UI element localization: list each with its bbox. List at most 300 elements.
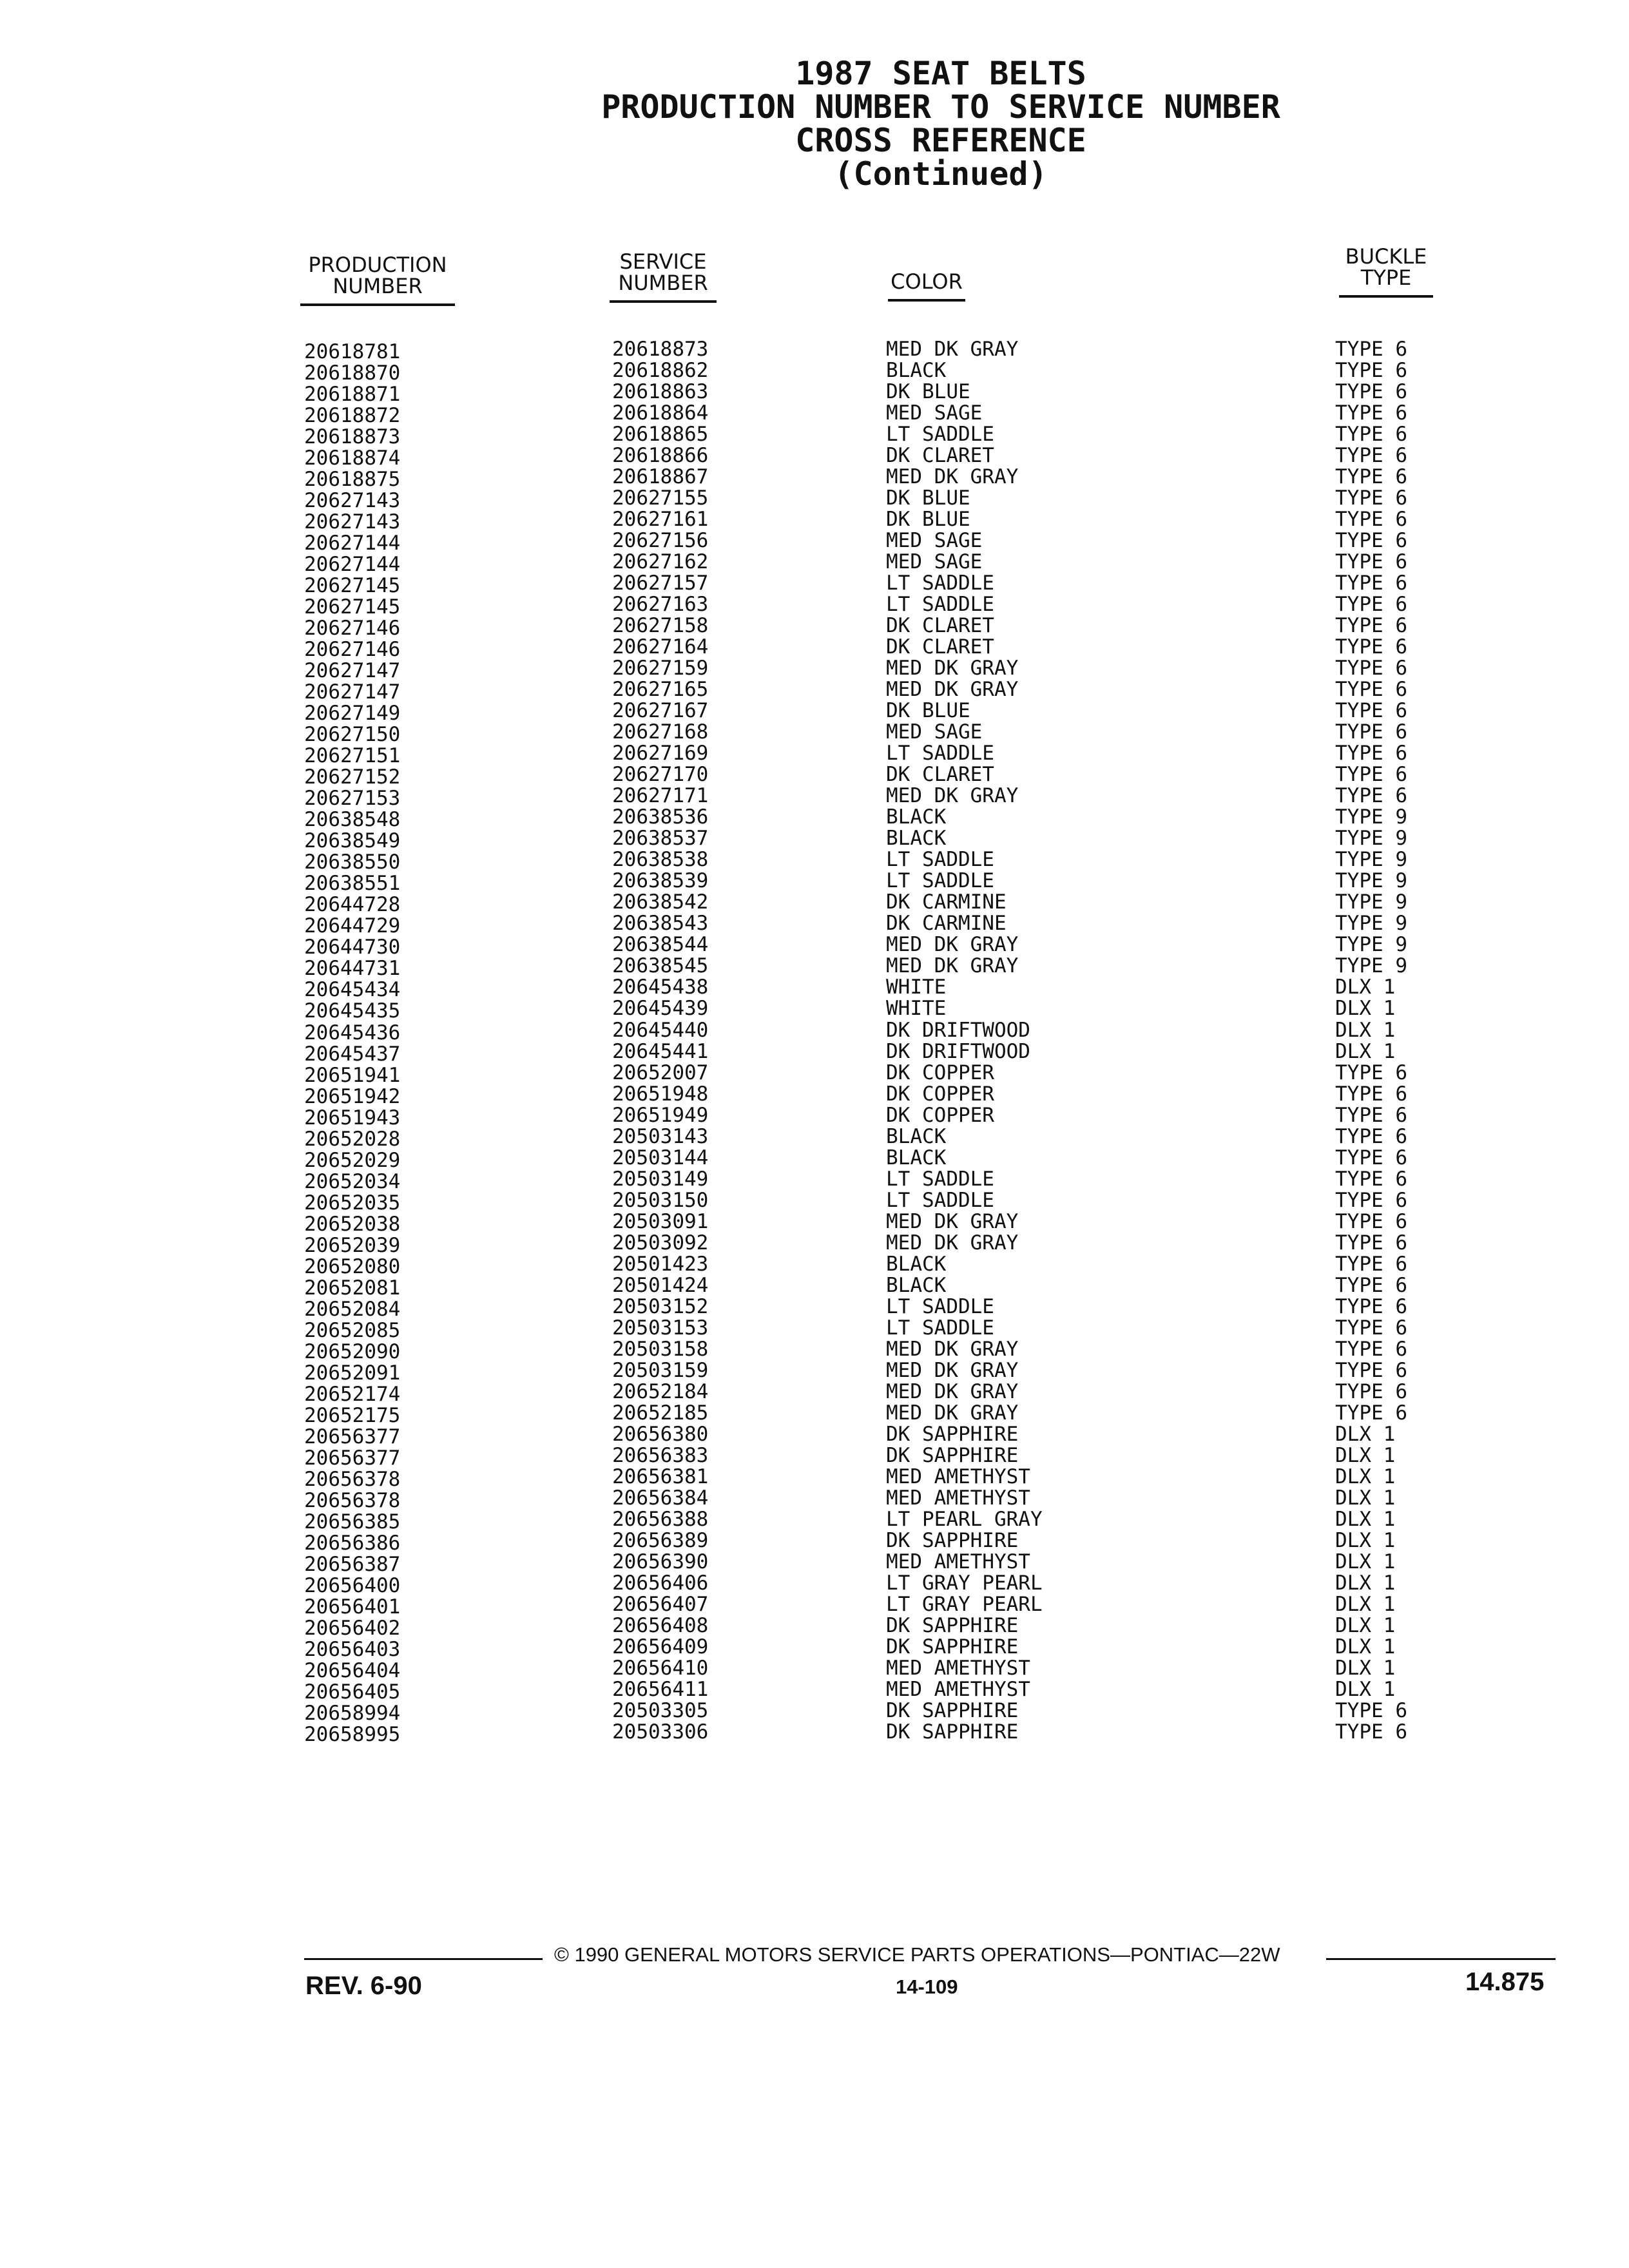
buckle-type-cell: TYPE 6 bbox=[1335, 1294, 1407, 1318]
table-row bbox=[0, 486, 1629, 513]
production-number-cell: 20618871 bbox=[304, 383, 401, 407]
service-number-cell: 20503092 bbox=[612, 1231, 709, 1254]
column-header-underline bbox=[888, 299, 965, 302]
service-number-cell: 20652007 bbox=[612, 1061, 709, 1084]
color-cell: MED SAGE bbox=[886, 529, 983, 553]
service-number-cell: 20652184 bbox=[612, 1379, 709, 1403]
production-number-cell: 20656387 bbox=[304, 1552, 401, 1576]
color-cell: BLACK bbox=[886, 1252, 947, 1276]
column-header-service-line-1: SERVICE bbox=[619, 249, 707, 274]
production-number-cell: 20652081 bbox=[304, 1276, 401, 1300]
production-number-cell: 20627147 bbox=[304, 659, 401, 683]
buckle-type-cell: TYPE 9 bbox=[1335, 954, 1407, 978]
title-line-4: (Continued) bbox=[834, 155, 1048, 193]
service-number-cell: 20503091 bbox=[612, 1209, 709, 1233]
production-number-cell: 20627153 bbox=[304, 787, 401, 811]
buckle-type-cell: DLX 1 bbox=[1335, 1486, 1396, 1510]
service-number-cell: 20618862 bbox=[612, 359, 709, 383]
service-number-cell: 20656381 bbox=[612, 1465, 709, 1488]
service-number-cell: 20618866 bbox=[612, 444, 709, 468]
buckle-type-cell: TYPE 9 bbox=[1335, 827, 1407, 850]
buckle-type-cell: TYPE 6 bbox=[1335, 444, 1407, 468]
table-row bbox=[0, 1613, 1629, 1640]
table-row bbox=[0, 1188, 1629, 1215]
table-row bbox=[0, 1422, 1629, 1448]
service-number-cell: 20501423 bbox=[612, 1252, 709, 1276]
color-cell: BLACK bbox=[886, 1124, 947, 1148]
table-row bbox=[0, 869, 1629, 896]
buckle-type-cell: TYPE 6 bbox=[1335, 486, 1407, 510]
production-number-cell: 20652175 bbox=[304, 1403, 401, 1427]
production-number-cell: 20652029 bbox=[304, 1148, 401, 1172]
service-number-cell: 20656383 bbox=[612, 1443, 709, 1467]
color-cell: DK BLUE bbox=[886, 699, 970, 723]
buckle-type-cell: TYPE 6 bbox=[1335, 1379, 1407, 1403]
color-cell: WHITE bbox=[886, 975, 947, 999]
color-cell: DK BLUE bbox=[886, 486, 970, 510]
color-cell: DK BLUE bbox=[886, 380, 970, 404]
service-number-cell: 20656390 bbox=[612, 1550, 709, 1573]
table-row bbox=[0, 657, 1629, 683]
color-cell: DK CLARET bbox=[886, 614, 994, 638]
service-number-cell: 20627164 bbox=[612, 635, 709, 659]
production-number-cell: 20656400 bbox=[304, 1573, 401, 1597]
buckle-type-cell: TYPE 6 bbox=[1335, 614, 1407, 638]
color-cell: DK COPPER bbox=[886, 1082, 994, 1106]
buckle-type-cell: TYPE 6 bbox=[1335, 572, 1407, 595]
service-number-cell: 20618865 bbox=[612, 423, 709, 447]
color-cell: MED DK GRAY bbox=[886, 1379, 1019, 1403]
service-number-cell: 20656406 bbox=[612, 1571, 709, 1595]
buckle-type-cell: DLX 1 bbox=[1335, 1656, 1396, 1680]
table-row bbox=[0, 890, 1629, 917]
column-header-color bbox=[888, 271, 965, 302]
buckle-type-cell: TYPE 6 bbox=[1335, 763, 1407, 787]
production-number-cell: 20627146 bbox=[304, 638, 401, 662]
service-number-cell: 20503153 bbox=[612, 1316, 709, 1340]
buckle-type-cell: TYPE 6 bbox=[1335, 1188, 1407, 1212]
buckle-type-cell: TYPE 6 bbox=[1335, 1061, 1407, 1084]
color-cell: DK CLARET bbox=[886, 763, 994, 787]
color-cell: BLACK bbox=[886, 1273, 947, 1297]
buckle-type-cell: DLX 1 bbox=[1335, 1677, 1396, 1701]
service-number-cell: 20645440 bbox=[612, 1018, 709, 1042]
buckle-type-cell: TYPE 9 bbox=[1335, 848, 1407, 872]
buckle-type-cell: TYPE 6 bbox=[1335, 784, 1407, 808]
buckle-type-cell: DLX 1 bbox=[1335, 1039, 1396, 1063]
service-number-cell: 20627171 bbox=[612, 784, 709, 808]
table-row bbox=[0, 933, 1629, 959]
service-number-cell: 20645441 bbox=[612, 1039, 709, 1063]
production-number-cell: 20652034 bbox=[304, 1169, 401, 1193]
service-number-cell: 20638542 bbox=[612, 890, 709, 914]
column-header-underline bbox=[610, 300, 717, 303]
color-cell: BLACK bbox=[886, 827, 947, 850]
color-cell: DK SAPPHIRE bbox=[886, 1422, 1019, 1446]
buckle-type-cell: TYPE 6 bbox=[1335, 593, 1407, 617]
production-number-cell: 20656377 bbox=[304, 1425, 401, 1448]
service-number-cell: 20503150 bbox=[612, 1188, 709, 1212]
production-number-cell: 20627147 bbox=[304, 680, 401, 704]
production-number-cell: 20627152 bbox=[304, 765, 401, 789]
production-number-cell: 20656385 bbox=[304, 1510, 401, 1533]
buckle-type-cell: TYPE 6 bbox=[1335, 1720, 1407, 1744]
buckle-type-cell: TYPE 6 bbox=[1335, 1103, 1407, 1127]
production-number-cell: 20627145 bbox=[304, 574, 401, 598]
color-cell: LT SADDLE bbox=[886, 869, 994, 893]
buckle-type-cell: TYPE 6 bbox=[1335, 550, 1407, 574]
buckle-type-cell: TYPE 6 bbox=[1335, 1358, 1407, 1382]
production-number-cell: 20627144 bbox=[304, 553, 401, 577]
table-row bbox=[0, 1316, 1629, 1342]
service-number-cell: 20503149 bbox=[612, 1167, 709, 1191]
service-number-cell: 20656389 bbox=[612, 1528, 709, 1552]
production-number-cell: 20656404 bbox=[304, 1658, 401, 1682]
table-row bbox=[0, 1358, 1629, 1385]
color-cell: WHITE bbox=[886, 997, 947, 1021]
table-row bbox=[0, 848, 1629, 874]
production-number-cell: 20618781 bbox=[304, 340, 401, 363]
production-number-cell: 20644731 bbox=[304, 957, 401, 981]
table-row bbox=[0, 805, 1629, 832]
table-row bbox=[0, 1656, 1629, 1682]
color-cell: LT SADDLE bbox=[886, 1294, 994, 1318]
production-number-cell: 20656378 bbox=[304, 1467, 401, 1491]
service-number-cell: 20501424 bbox=[612, 1273, 709, 1297]
production-number-cell: 20656378 bbox=[304, 1488, 401, 1512]
color-cell: MED AMETHYST bbox=[886, 1550, 1030, 1573]
buckle-type-cell: DLX 1 bbox=[1335, 1507, 1396, 1531]
production-number-cell: 20652028 bbox=[304, 1127, 401, 1151]
buckle-type-cell: TYPE 6 bbox=[1335, 1316, 1407, 1340]
table-row bbox=[0, 1635, 1629, 1661]
table-row bbox=[0, 635, 1629, 662]
table-row bbox=[0, 614, 1629, 640]
buckle-type-cell: DLX 1 bbox=[1335, 1592, 1396, 1616]
service-number-cell: 20638536 bbox=[612, 805, 709, 829]
color-cell: DK CARMINE bbox=[886, 912, 1007, 936]
buckle-type-cell: TYPE 9 bbox=[1335, 890, 1407, 914]
buckle-type-cell: DLX 1 bbox=[1335, 1613, 1396, 1637]
service-number-cell: 20656384 bbox=[612, 1486, 709, 1510]
color-cell: DK SAPPHIRE bbox=[886, 1528, 1019, 1552]
color-cell: LT SADDLE bbox=[886, 572, 994, 595]
buckle-type-cell: TYPE 6 bbox=[1335, 1273, 1407, 1297]
table-row bbox=[0, 720, 1629, 747]
table-row bbox=[0, 784, 1629, 811]
production-number-cell: 20656402 bbox=[304, 1616, 401, 1640]
color-cell: DK BLUE bbox=[886, 508, 970, 532]
table-row bbox=[0, 1699, 1629, 1725]
table-row bbox=[0, 1379, 1629, 1406]
buckle-type-cell: TYPE 6 bbox=[1335, 401, 1407, 425]
buckle-type-cell: DLX 1 bbox=[1335, 1443, 1396, 1467]
production-number-cell: 20652038 bbox=[304, 1212, 401, 1236]
service-number-cell: 20503305 bbox=[612, 1699, 709, 1722]
buckle-type-cell: TYPE 6 bbox=[1335, 720, 1407, 744]
buckle-type-cell: TYPE 6 bbox=[1335, 338, 1407, 361]
color-cell: DK SAPPHIRE bbox=[886, 1613, 1019, 1637]
service-number-cell: 20627161 bbox=[612, 508, 709, 532]
buckle-type-cell: TYPE 6 bbox=[1335, 529, 1407, 553]
service-number-cell: 20638545 bbox=[612, 954, 709, 978]
color-cell: MED AMETHYST bbox=[886, 1677, 1030, 1701]
column-header-color-line-1: COLOR bbox=[891, 269, 963, 294]
production-number-cell: 20638550 bbox=[304, 850, 401, 874]
color-cell: DK SAPPHIRE bbox=[886, 1443, 1019, 1467]
table-row bbox=[0, 699, 1629, 726]
service-number-cell: 20503306 bbox=[612, 1720, 709, 1744]
footer-copyright: © 1990 GENERAL MOTORS SERVICE PARTS OPERATIONS—PONTIAC—22W bbox=[554, 1943, 1280, 1966]
table-row bbox=[0, 380, 1629, 407]
table-row bbox=[0, 1209, 1629, 1236]
color-cell: MED DK GRAY bbox=[886, 1337, 1019, 1361]
color-cell: LT SADDLE bbox=[886, 1167, 994, 1191]
table-row bbox=[0, 1592, 1629, 1619]
production-number-cell: 20644730 bbox=[304, 936, 401, 959]
column-header-buckle bbox=[1339, 246, 1433, 298]
color-cell: LT GRAY PEARL bbox=[886, 1571, 1043, 1595]
production-number-cell: 20652085 bbox=[304, 1318, 401, 1342]
production-number-cell: 20638548 bbox=[304, 808, 401, 832]
buckle-type-cell: TYPE 6 bbox=[1335, 742, 1407, 765]
footer-page-number: 14-109 bbox=[896, 1975, 958, 1998]
service-number-cell: 20627163 bbox=[612, 593, 709, 617]
production-number-cell: 20627146 bbox=[304, 617, 401, 640]
buckle-type-cell: DLX 1 bbox=[1335, 1465, 1396, 1488]
production-number-cell: 20618872 bbox=[304, 404, 401, 428]
buckle-type-cell: TYPE 6 bbox=[1335, 1699, 1407, 1722]
table-row bbox=[0, 1103, 1629, 1129]
buckle-type-cell: TYPE 6 bbox=[1335, 699, 1407, 723]
table-row bbox=[0, 1337, 1629, 1363]
production-number-cell: 20651941 bbox=[304, 1063, 401, 1087]
table-row bbox=[0, 550, 1629, 577]
color-cell: DK SAPPHIRE bbox=[886, 1635, 1019, 1658]
production-number-cell: 20656403 bbox=[304, 1637, 401, 1661]
service-number-cell: 20503159 bbox=[612, 1358, 709, 1382]
footer-revision: REV. 6-90 bbox=[305, 1972, 422, 2000]
service-number-cell: 20627155 bbox=[612, 486, 709, 510]
production-number-cell: 20638551 bbox=[304, 872, 401, 896]
buckle-type-cell: TYPE 6 bbox=[1335, 1124, 1407, 1148]
color-cell: MED DK GRAY bbox=[886, 678, 1019, 702]
color-cell: MED DK GRAY bbox=[886, 954, 1019, 978]
color-cell: MED DK GRAY bbox=[886, 1358, 1019, 1382]
production-number-cell: 20618870 bbox=[304, 361, 401, 385]
buckle-type-cell: TYPE 6 bbox=[1335, 1252, 1407, 1276]
production-number-cell: 20627151 bbox=[304, 744, 401, 768]
buckle-type-cell: TYPE 6 bbox=[1335, 359, 1407, 383]
service-number-cell: 20503143 bbox=[612, 1124, 709, 1148]
production-number-cell: 20638549 bbox=[304, 829, 401, 853]
color-cell: DK COPPER bbox=[886, 1061, 994, 1084]
color-cell: MED DK GRAY bbox=[886, 933, 1019, 957]
color-cell: LT SADDLE bbox=[886, 593, 994, 617]
color-cell: MED SAGE bbox=[886, 401, 983, 425]
color-cell: LT SADDLE bbox=[886, 742, 994, 765]
color-cell: LT SADDLE bbox=[886, 848, 994, 872]
color-cell: MED DK GRAY bbox=[886, 657, 1019, 680]
table-row bbox=[0, 1465, 1629, 1491]
column-header-underline bbox=[300, 303, 455, 306]
color-cell: DK CLARET bbox=[886, 444, 994, 468]
table-row bbox=[0, 444, 1629, 470]
footer-rule-right bbox=[1326, 1958, 1556, 1960]
buckle-type-cell: TYPE 6 bbox=[1335, 1167, 1407, 1191]
color-cell: LT PEARL GRAY bbox=[886, 1507, 1043, 1531]
service-number-cell: 20638543 bbox=[612, 912, 709, 936]
service-number-cell: 20618864 bbox=[612, 401, 709, 425]
production-number-cell: 20651942 bbox=[304, 1084, 401, 1108]
table-row bbox=[0, 1231, 1629, 1257]
table-row bbox=[0, 1273, 1629, 1300]
buckle-type-cell: TYPE 6 bbox=[1335, 1082, 1407, 1106]
service-number-cell: 20627169 bbox=[612, 742, 709, 765]
buckle-type-cell: DLX 1 bbox=[1335, 1571, 1396, 1595]
color-cell: MED DK GRAY bbox=[886, 1401, 1019, 1425]
table-row bbox=[0, 1039, 1629, 1066]
production-number-cell: 20652080 bbox=[304, 1254, 401, 1278]
column-header-service-line-2: NUMBER bbox=[618, 271, 708, 295]
table-row bbox=[0, 827, 1629, 853]
table-row bbox=[0, 1167, 1629, 1193]
title-line-1: 1987 SEAT BELTS bbox=[795, 55, 1086, 92]
buckle-type-cell: TYPE 9 bbox=[1335, 805, 1407, 829]
color-cell: BLACK bbox=[886, 1146, 947, 1169]
buckle-type-cell: TYPE 6 bbox=[1335, 1209, 1407, 1233]
table-row bbox=[0, 1124, 1629, 1151]
table-row bbox=[0, 593, 1629, 619]
production-number-cell: 20652091 bbox=[304, 1361, 401, 1385]
buckle-type-cell: DLX 1 bbox=[1335, 1528, 1396, 1552]
table-row bbox=[0, 1252, 1629, 1278]
color-cell: DK SAPPHIRE bbox=[886, 1720, 1019, 1744]
service-number-cell: 20645439 bbox=[612, 997, 709, 1021]
buckle-type-cell: TYPE 6 bbox=[1335, 1231, 1407, 1254]
table-row bbox=[0, 572, 1629, 598]
footer-rule-left bbox=[304, 1958, 543, 1960]
table-row bbox=[0, 1720, 1629, 1747]
service-number-cell: 20627157 bbox=[612, 572, 709, 595]
buckle-type-cell: TYPE 9 bbox=[1335, 869, 1407, 893]
color-cell: MED DK GRAY bbox=[886, 1209, 1019, 1233]
production-number-cell: 20627145 bbox=[304, 595, 401, 619]
production-number-cell: 20652090 bbox=[304, 1340, 401, 1363]
service-number-cell: 20618873 bbox=[612, 338, 709, 361]
production-number-cell: 20618873 bbox=[304, 425, 401, 449]
service-number-cell: 20627162 bbox=[612, 550, 709, 574]
production-number-cell: 20656377 bbox=[304, 1446, 401, 1470]
title-line-2: PRODUCTION NUMBER TO SERVICE NUMBER bbox=[601, 88, 1280, 126]
color-cell: DK CLARET bbox=[886, 635, 994, 659]
service-number-cell: 20627170 bbox=[612, 763, 709, 787]
column-header-production-line-1: PRODUCTION bbox=[308, 253, 447, 277]
buckle-type-cell: DLX 1 bbox=[1335, 1550, 1396, 1573]
column-header-production bbox=[300, 255, 455, 306]
buckle-type-cell: DLX 1 bbox=[1335, 1422, 1396, 1446]
color-cell: MED SAGE bbox=[886, 550, 983, 574]
buckle-type-cell: TYPE 6 bbox=[1335, 1146, 1407, 1169]
service-number-cell: 20503152 bbox=[612, 1294, 709, 1318]
production-number-cell: 20656405 bbox=[304, 1680, 401, 1704]
service-number-cell: 20651948 bbox=[612, 1082, 709, 1106]
table-row bbox=[0, 1507, 1629, 1533]
production-number-cell: 20645434 bbox=[304, 978, 401, 1002]
production-number-cell: 20644728 bbox=[304, 893, 401, 917]
service-number-cell: 20652185 bbox=[612, 1401, 709, 1425]
production-number-cell: 20652039 bbox=[304, 1233, 401, 1257]
production-number-cell: 20658994 bbox=[304, 1702, 401, 1725]
color-cell: MED DK GRAY bbox=[886, 784, 1019, 808]
color-cell: DK COPPER bbox=[886, 1103, 994, 1127]
production-number-cell: 20652084 bbox=[304, 1297, 401, 1321]
buckle-type-cell: TYPE 6 bbox=[1335, 635, 1407, 659]
table-row bbox=[0, 359, 1629, 385]
buckle-type-cell: DLX 1 bbox=[1335, 975, 1396, 999]
color-cell: LT SADDLE bbox=[886, 423, 994, 447]
color-cell: DK DRIFTWOOD bbox=[886, 1018, 1030, 1042]
service-number-cell: 20618863 bbox=[612, 380, 709, 404]
table-row bbox=[0, 954, 1629, 981]
service-number-cell: 20656409 bbox=[612, 1635, 709, 1658]
service-number-cell: 20627159 bbox=[612, 657, 709, 680]
table-row bbox=[0, 338, 1629, 363]
color-cell: MED SAGE bbox=[886, 720, 983, 744]
production-number-cell: 20656401 bbox=[304, 1595, 401, 1619]
table-row bbox=[0, 1571, 1629, 1597]
color-cell: LT GRAY PEARL bbox=[886, 1592, 1043, 1616]
service-number-cell: 20627168 bbox=[612, 720, 709, 744]
title-line-3: CROSS REFERENCE bbox=[795, 122, 1086, 159]
service-number-cell: 20656411 bbox=[612, 1677, 709, 1701]
buckle-type-cell: TYPE 6 bbox=[1335, 380, 1407, 404]
color-cell: MED DK GRAY bbox=[886, 1231, 1019, 1254]
production-number-cell: 20644729 bbox=[304, 914, 401, 938]
service-number-cell: 20627158 bbox=[612, 614, 709, 638]
color-cell: MED AMETHYST bbox=[886, 1465, 1030, 1488]
column-header-buckle-line-1: BUCKLE bbox=[1345, 244, 1427, 269]
service-number-cell: 20638538 bbox=[612, 848, 709, 872]
production-number-cell: 20618874 bbox=[304, 447, 401, 470]
production-number-cell: 20656386 bbox=[304, 1531, 401, 1555]
buckle-type-cell: TYPE 9 bbox=[1335, 912, 1407, 936]
service-number-cell: 20651949 bbox=[612, 1103, 709, 1127]
table-row bbox=[0, 742, 1629, 768]
color-cell: BLACK bbox=[886, 359, 947, 383]
table-row bbox=[0, 975, 1629, 1002]
production-number-cell: 20627149 bbox=[304, 702, 401, 726]
buckle-type-cell: DLX 1 bbox=[1335, 1018, 1396, 1042]
buckle-type-cell: TYPE 6 bbox=[1335, 678, 1407, 702]
service-number-cell: 20656380 bbox=[612, 1422, 709, 1446]
service-number-cell: 20656388 bbox=[612, 1507, 709, 1531]
color-cell: LT SADDLE bbox=[886, 1188, 994, 1212]
table-row bbox=[0, 508, 1629, 534]
buckle-type-cell: DLX 1 bbox=[1335, 1635, 1396, 1658]
color-cell: MED AMETHYST bbox=[886, 1486, 1030, 1510]
production-number-cell: 20652174 bbox=[304, 1382, 401, 1406]
service-number-cell: 20627165 bbox=[612, 678, 709, 702]
footer-section-number: 14.875 bbox=[1465, 1968, 1545, 1996]
production-number-cell: 20645437 bbox=[304, 1042, 401, 1066]
column-header-underline bbox=[1339, 295, 1433, 298]
cross-reference-table bbox=[0, 338, 1629, 1747]
column-header-production-line-2: NUMBER bbox=[333, 274, 423, 298]
color-cell: DK SAPPHIRE bbox=[886, 1699, 1019, 1722]
production-number-cell: 20645435 bbox=[304, 999, 401, 1023]
production-number-cell: 20627150 bbox=[304, 723, 401, 747]
